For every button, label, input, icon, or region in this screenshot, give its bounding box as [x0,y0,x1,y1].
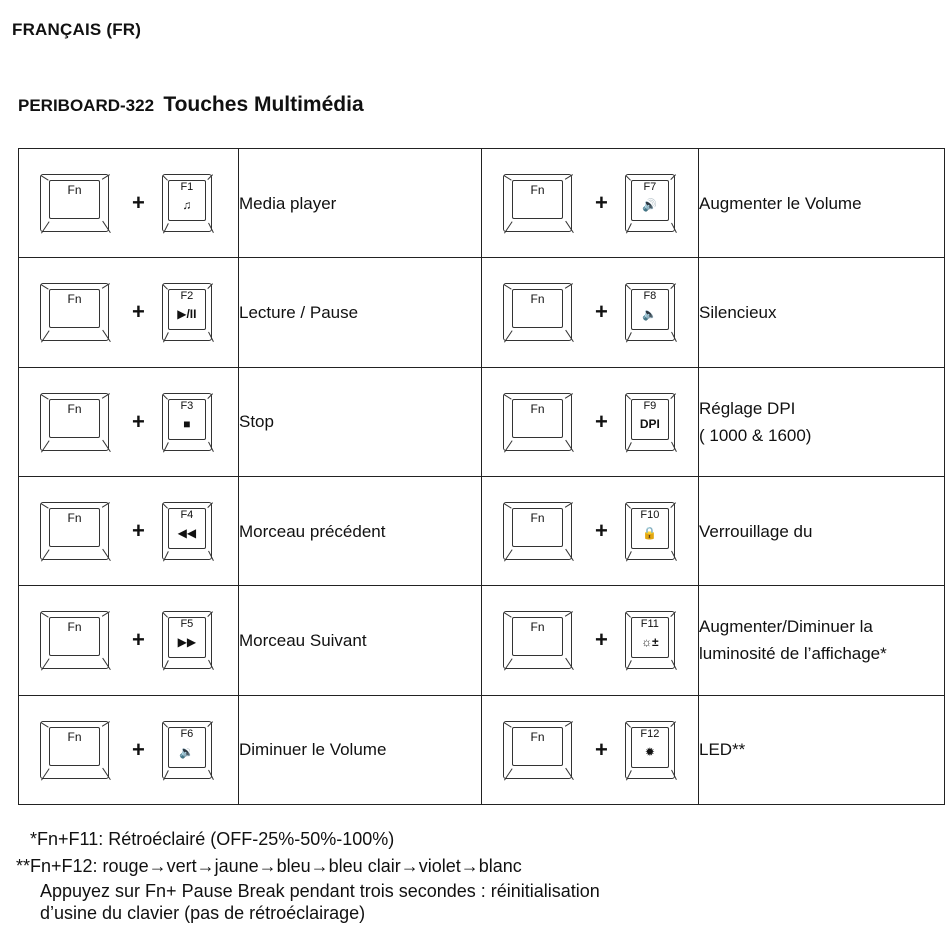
key-bevel [207,502,213,508]
function-key [625,502,675,560]
table-row [19,695,945,804]
table-row [19,586,945,695]
key-bevel [102,330,111,343]
key-bevel [625,503,631,509]
key-bevel [101,284,110,290]
function-description [699,258,945,367]
key-bevel [162,394,168,400]
function-key-label: F11 [640,618,659,631]
table-row [19,258,945,367]
fn-key [503,502,572,560]
key-bevel [564,612,573,618]
key-bevel [564,502,573,508]
fn-key [40,611,109,669]
page-subtitle: Touches Multimédia [163,93,364,116]
function-description [699,149,945,258]
key-bevel [670,612,676,618]
key-bevel [207,284,213,290]
fn-key [503,393,572,451]
key-bevel [564,393,573,399]
fn-key [503,721,572,779]
plus-sign: + [132,627,145,653]
key-combo [482,586,699,695]
key-bevel [207,174,213,180]
plus-sign: + [595,190,608,216]
description-text: LED** [699,740,746,760]
function-key-label: F3 [180,399,194,412]
function-key-label: F7 [643,181,657,194]
description-text: Morceau précédent [239,521,386,541]
key-bevel [625,722,631,728]
plus-sign: + [595,627,608,653]
description-text: Augmenter le Volume [699,193,862,213]
key-combo [19,367,239,476]
key-bevel [40,175,49,181]
key-bevel [208,551,214,561]
key-combo [19,258,239,367]
language-heading: FRANÇAIS (FR) [12,20,142,39]
page-title [18,93,364,117]
key-bevel [163,442,169,452]
key-bevel [503,612,512,618]
plus-sign: + [132,736,145,762]
function-key-label: F12 [640,727,660,740]
description-text: Augmenter/Diminuer la [699,617,873,637]
function-key-label: F10 [640,509,660,522]
key-bevel [163,660,169,670]
fn-key-label: Fn [530,511,545,526]
key-bevel [208,332,214,342]
fn-key-label: Fn [67,292,82,307]
function-key [625,393,675,451]
fn-key-label: Fn [67,401,82,416]
description-text-line2: ( 1000 & 1600) [699,425,812,445]
function-description [699,695,945,804]
key-bevel [670,284,676,290]
key-bevel [503,503,512,509]
fn-key-label: Fn [530,401,545,416]
fn-key [503,174,572,232]
key-bevel [565,767,574,780]
key-bevel [565,658,574,671]
description-text: Verrouillage du [699,521,813,541]
plus-sign: + [595,299,608,325]
key-bevel [626,442,632,452]
play-pause-icon: ▶/II [177,307,197,322]
key-bevel [163,332,169,342]
footnote-reset: Appuyez sur Fn+ Pause Break pendant trois secondes : réinitialisation [40,881,600,901]
function-key-label: F2 [180,290,194,303]
key-bevel [207,393,213,399]
key-bevel [565,439,574,452]
table-row [19,149,945,258]
key-combo [482,258,699,367]
fn-key [40,502,109,560]
description-text: Stop [239,412,274,432]
fn-key-label: Fn [530,292,545,307]
key-bevel [503,284,512,290]
key-bevel [503,722,512,728]
fn-key [40,283,109,341]
function-description [239,258,482,367]
key-bevel [565,221,574,234]
key-bevel [626,551,632,561]
fn-key-label: Fn [530,620,545,635]
volume-up-icon: 🔊 [642,198,658,213]
key-combo [482,367,699,476]
next-track-icon: ▶▶ [177,635,197,650]
key-bevel [208,223,214,233]
key-bevel [670,393,676,399]
key-bevel [102,658,111,671]
fn-key [40,393,109,451]
key-bevel [101,502,110,508]
function-key-label: F6 [180,727,194,740]
plus-sign: + [595,408,608,434]
dpi-icon: DPI [639,416,660,431]
footnote-reset-cont: d’usine du clavier (pas de rétroéclairage) [40,903,366,923]
fn-key-label: Fn [67,729,82,744]
key-bevel [163,551,169,561]
key-bevel [162,722,168,728]
fn-key [40,174,109,232]
plus-sign: + [132,518,145,544]
key-bevel [162,503,168,509]
key-combo [482,476,699,585]
key-bevel [626,660,632,670]
fn-key [503,611,572,669]
key-bevel [625,175,631,181]
key-bevel [626,332,632,342]
function-key [162,611,212,669]
previous-track-icon: ◀◀ [177,526,197,541]
fn-key-label: Fn [67,511,82,526]
fn-key-label: Fn [67,620,82,635]
key-combo [19,586,239,695]
function-key-label: F4 [180,509,194,522]
function-key [162,393,212,451]
function-key-label: F9 [643,399,657,412]
key-bevel [504,658,513,671]
model-name: PERIBOARD-322 [18,96,155,115]
brightness-icon: ☼± [641,635,659,650]
description-text: Réglage DPI [699,398,796,418]
function-description [239,367,482,476]
function-key [162,502,212,560]
key-bevel [626,223,632,233]
function-key [625,611,675,669]
key-combo [482,695,699,804]
plus-sign: + [132,190,145,216]
key-bevel [101,174,110,180]
fn-key-label: Fn [530,729,545,744]
function-key [625,283,675,341]
key-bevel [503,175,512,181]
key-bevel [504,440,513,453]
key-bevel [41,221,50,234]
plus-sign: + [132,408,145,434]
key-bevel [565,549,574,562]
key-bevel [162,175,168,181]
key-bevel [625,394,631,400]
key-bevel [163,223,169,233]
key-bevel [565,330,574,343]
key-bevel [41,768,50,781]
key-bevel [40,722,49,728]
fn-key-label: Fn [67,183,82,198]
key-bevel [101,393,110,399]
fn-key-label: Fn [530,183,545,198]
key-bevel [102,439,111,452]
plus-sign: + [595,736,608,762]
function-description [239,476,482,585]
key-bevel [101,721,110,727]
key-bevel [102,221,111,234]
function-key-label: F1 [180,181,194,194]
key-bevel [671,769,677,779]
function-key [625,721,675,779]
key-bevel [671,223,677,233]
key-bevel [208,769,214,779]
description-text: Diminuer le Volume [239,740,387,760]
function-key [162,721,212,779]
description-text: Lecture / Pause [239,302,359,322]
volume-down-icon: 🔉 [179,744,195,759]
key-combo [482,149,699,258]
function-description [239,586,482,695]
plus-sign: + [595,518,608,544]
key-bevel [626,770,632,780]
key-bevel [670,721,676,727]
mute-icon: 🔈 [642,307,658,322]
key-bevel [207,612,213,618]
key-bevel [207,721,213,727]
description-text: Silencieux [699,302,777,322]
key-bevel [41,658,50,671]
key-bevel [40,612,49,618]
key-bevel [102,767,111,780]
table-row [19,476,945,585]
key-bevel [163,770,169,780]
function-key [625,174,675,232]
stop-icon: ■ [183,416,191,431]
key-bevel [625,284,631,290]
plus-sign: + [132,299,145,325]
gear-icon: ✹ [644,744,655,759]
key-bevel [564,284,573,290]
function-description [239,695,482,804]
key-bevel [40,284,49,290]
function-description [699,367,945,476]
function-description [239,149,482,258]
function-description [699,586,945,695]
key-bevel [504,330,513,343]
key-bevel [102,549,111,562]
function-key-label: F5 [180,618,194,631]
key-bevel [504,221,513,234]
fn-key [40,721,109,779]
key-bevel [41,440,50,453]
function-key [162,174,212,232]
description-text-line2: luminosité de l’affichage* [699,644,887,664]
description-text: Morceau Suivant [239,630,367,650]
function-description [699,476,945,585]
shortcut-table [18,148,945,805]
key-bevel [671,441,677,451]
footnote-f11: *Fn+F11: Rétroéclairé (OFF-25%-50%-100%) [30,829,395,849]
key-bevel [671,332,677,342]
key-bevel [671,660,677,670]
function-key-label: F8 [643,290,657,303]
key-combo [19,476,239,585]
key-bevel [162,612,168,618]
table-row [19,367,945,476]
key-bevel [40,503,49,509]
key-bevel [671,551,677,561]
key-bevel [40,394,49,400]
key-bevel [101,612,110,618]
key-bevel [625,612,631,618]
key-combo [19,149,239,258]
description-text: Media player [239,193,337,213]
key-bevel [670,174,676,180]
footnote-f12: **Fn+F12: rouge→vert→jaune→bleu→bleu clair→violet→blanc [16,856,522,876]
key-bevel [162,284,168,290]
key-bevel [41,330,50,343]
footnotes [16,826,600,924]
key-bevel [564,174,573,180]
key-bevel [208,660,214,670]
key-bevel [504,768,513,781]
key-bevel [670,502,676,508]
function-key [162,283,212,341]
key-bevel [503,394,512,400]
fn-key [503,283,572,341]
key-bevel [504,549,513,562]
key-bevel [41,549,50,562]
key-combo [19,695,239,804]
key-bevel [564,721,573,727]
key-bevel [208,441,214,451]
music-note-icon: ♫ [182,198,192,213]
lock-icon: 🔒 [642,526,658,541]
